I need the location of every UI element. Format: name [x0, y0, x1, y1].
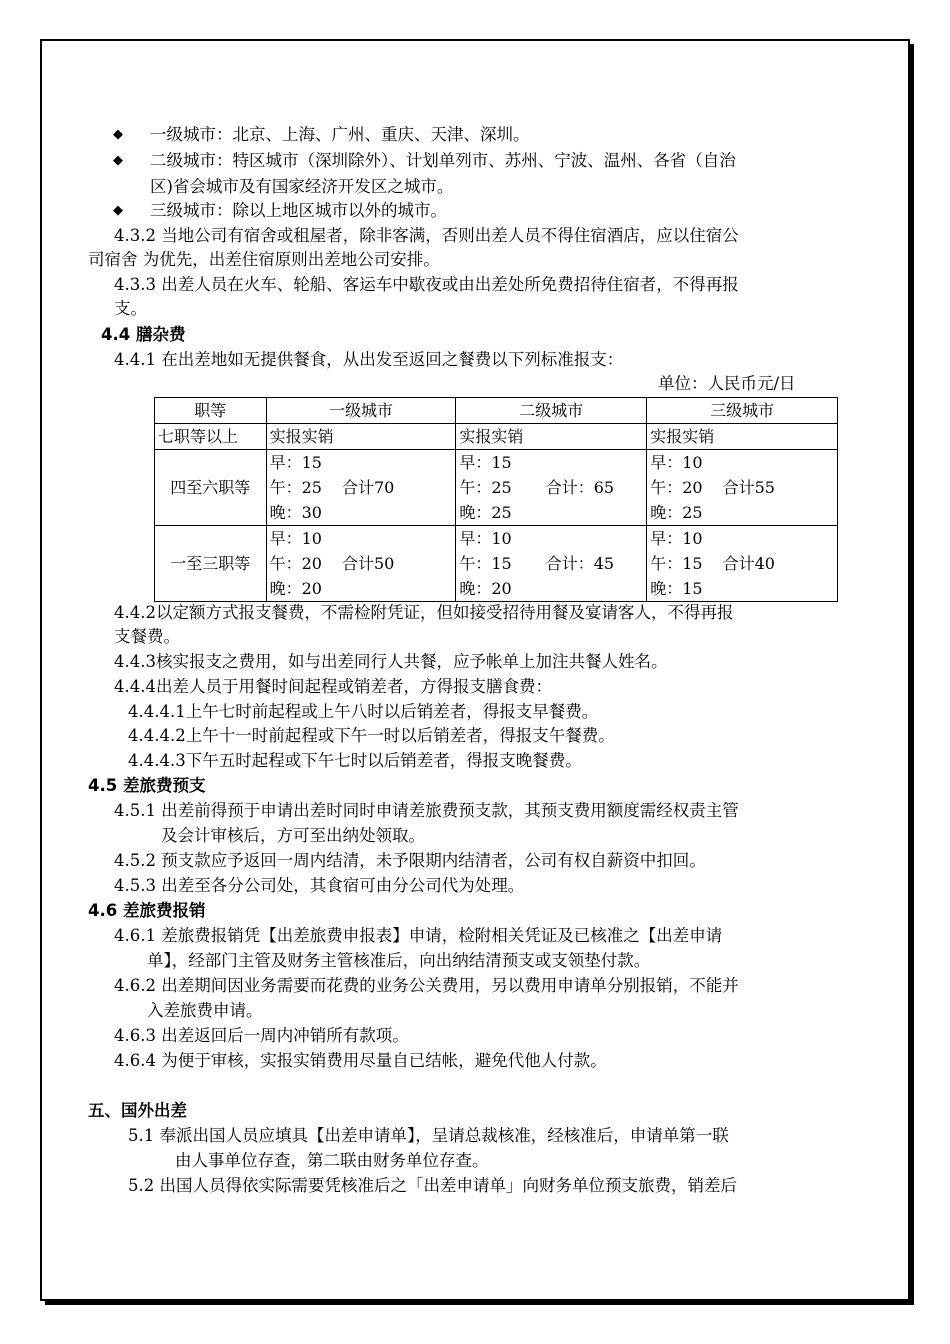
dinner-value: 晚：15: [650, 579, 703, 598]
lunch-value: 午：15: [650, 554, 703, 573]
total-value: 合计50: [341, 554, 395, 573]
dinner-value: 晚：20: [459, 579, 512, 598]
dinner-value: 晚：25: [650, 503, 703, 522]
unit-label: 单位：人民币元/日: [658, 374, 796, 393]
clause-4-6-1-cont: 单】，经部门主管及财务主管核准后，向出纳结清预支或支领垫付款。: [147, 951, 651, 970]
breakfast-value: 早：10: [459, 529, 512, 548]
grade-cell: 七职等以上: [155, 424, 267, 450]
city-tier-2-cont: 区)省会城市及有国家经济开发区之城市。: [150, 177, 454, 196]
total-value: 合计：65: [545, 478, 615, 497]
dinner-value: 晚：20: [269, 579, 322, 598]
total-value: 合计70: [341, 478, 395, 497]
clause-4-4-3: 4.4.3核实报支之费用，如与出差同行人共餐，应予帐单上加注共餐人姓名。: [114, 652, 668, 671]
clause-4-6-4: 4.6.4 为便于审核，实报实销费用尽量自已结帐，避免代他人付款。: [114, 1051, 607, 1070]
city-tier-2: 二级城市：特区城市（深圳除外）、计划单列市、苏州、宁波、温州、各省（自治: [150, 151, 736, 170]
table-cell: 实报实销: [266, 424, 456, 450]
table-row: [155, 450, 838, 526]
header-cell: 二级城市: [456, 398, 647, 424]
total-value: 合计55: [722, 478, 775, 497]
lunch-value: 午：25: [269, 478, 322, 497]
clause-4-3-2-cont: 司宿舍 为优先，出差住宿原则出差地公司安排。: [88, 250, 440, 269]
clause-4-6-2: 4.6.2 出差期间因业务需要而花费的业务公关费用，另以费用申请单分别报销，不能并: [114, 976, 739, 995]
table-cell: [456, 450, 647, 526]
clause-4-4-4: 4.4.4出差人员于用餐时间起程或销差者，方得报支膳食费：: [114, 677, 552, 696]
city-tier-1: 一级城市：北京、上海、广州、重庆、天津、深圳。: [150, 125, 530, 144]
city-tier-3: 三级城市：除以上地区城市以外的城市。: [150, 201, 447, 220]
breakfast-value: 早：10: [650, 529, 703, 548]
table-cell: [647, 450, 838, 526]
dinner-value: 晚：25: [459, 503, 512, 522]
clause-4-4-4-3: 4.4.4.3下午五时起程或下午七时以后销差者，得报支晚餐费。: [128, 751, 582, 770]
breakfast-value: 早：15: [269, 453, 322, 472]
meal-allowance-table: [154, 397, 838, 602]
clause-4-5-1-cont: 及会计审核后，方可至出纳处领取。: [161, 826, 425, 845]
clause-4-3-3: 4.3.3 出差人员在火车、轮船、客运车中歇夜或由出差处所免费招待住宿者，不得再报: [114, 275, 739, 294]
table-header-row: [155, 398, 838, 424]
breakfast-value: 早：10: [269, 529, 322, 548]
clause-5-1-cont: 由人事单位存查，第二联由财务单位存查。: [175, 1151, 489, 1170]
breakfast-value: 早：10: [650, 453, 703, 472]
header-cell: 三级城市: [647, 398, 838, 424]
lunch-value: 午：20: [650, 478, 703, 497]
clause-4-4-2: 4.4.2以定额方式报支餐费，不需检附凭证，但如接受招待用餐及宴请客人，不得再报: [114, 603, 734, 622]
heading-5: 五、国外出差: [88, 1101, 187, 1120]
clause-5-2: 5.2 出国人员得依实际需要凭核准后之「出差申请单」向财务单位预支旅费，销差后: [128, 1176, 737, 1195]
header-cell: 一级城市: [266, 398, 456, 424]
table-cell: 实报实销: [647, 424, 838, 450]
clause-4-6-2-cont: 入差旅费申请。: [147, 1001, 263, 1020]
lunch-value: 午：20: [269, 554, 322, 573]
header-cell: 职等: [155, 398, 267, 424]
heading-4-5: 4.5 差旅费预支: [88, 776, 206, 795]
clause-4-3-3-cont: 支。: [114, 299, 147, 318]
heading-4-6: 4.6 差旅费报销: [88, 901, 206, 920]
clause-4-4-1: 4.4.1 在出差地如无提供餐食，从出发至返回之餐费以下列标准报支：: [114, 350, 624, 369]
grade-cell: 四至六职等: [155, 450, 267, 526]
clause-4-3-2: 4.3.2 当地公司有宿舍或租屋者，除非客满，否则出差人员不得住宿酒店，应以住宿公: [114, 226, 739, 245]
dinner-value: 晚：30: [269, 503, 322, 522]
clause-4-5-2: 4.5.2 预支款应予返回一周内结清，未予限期内结清者，公司有权自薪资中扣回。: [114, 851, 706, 870]
grade-cell: 一至三职等: [155, 526, 267, 602]
table-cell: [456, 526, 647, 602]
bullet-icon: ◆: [113, 203, 123, 218]
table-row: [155, 526, 838, 602]
lunch-value: 午：15: [459, 554, 512, 573]
table-row: [155, 424, 838, 450]
clause-4-6-1: 4.6.1 差旅费报销凭【出差旅费申报表】申请，检附相关凭证及已核准之【出差申请: [114, 926, 723, 945]
breakfast-value: 早：15: [459, 453, 512, 472]
clause-4-5-1: 4.5.1 出差前得预于申请出差时同时申请差旅费预支款，其预支费用额度需经权责主管: [114, 801, 739, 820]
total-value: 合计40: [722, 554, 775, 573]
table-cell: 实报实销: [456, 424, 647, 450]
table-cell: [266, 526, 456, 602]
page-shadow-right: [910, 44, 914, 1305]
clause-4-4-2-cont: 支餐费。: [114, 627, 180, 646]
bullet-icon: ◆: [113, 127, 123, 142]
clause-4-4-4-1: 4.4.4.1上午七时前起程或上午八时以后销差者，得报支早餐费。: [128, 702, 599, 721]
table-cell: [266, 450, 456, 526]
clause-4-5-3: 4.5.3 出差至各分公司处，其食宿可由分公司代为处理。: [114, 876, 525, 895]
heading-4-4: 4.4 膳杂费: [101, 325, 186, 344]
clause-4-4-4-2: 4.4.4.2上午十一时前起程或下午一时以后销差者，得报支午餐费。: [128, 726, 615, 745]
clause-4-6-3: 4.6.3 出差返回后一周内冲销所有款项。: [114, 1026, 409, 1045]
total-value: 合计：45: [545, 554, 615, 573]
table-cell: [647, 526, 838, 602]
lunch-value: 午：25: [459, 478, 512, 497]
bullet-icon: ◆: [113, 153, 123, 168]
page-shadow-bottom: [45, 1301, 914, 1305]
clause-5-1: 5.1 奉派出国人员应填具【出差申请单】，呈请总裁核准，经核准后，申请单第一联: [128, 1126, 729, 1145]
